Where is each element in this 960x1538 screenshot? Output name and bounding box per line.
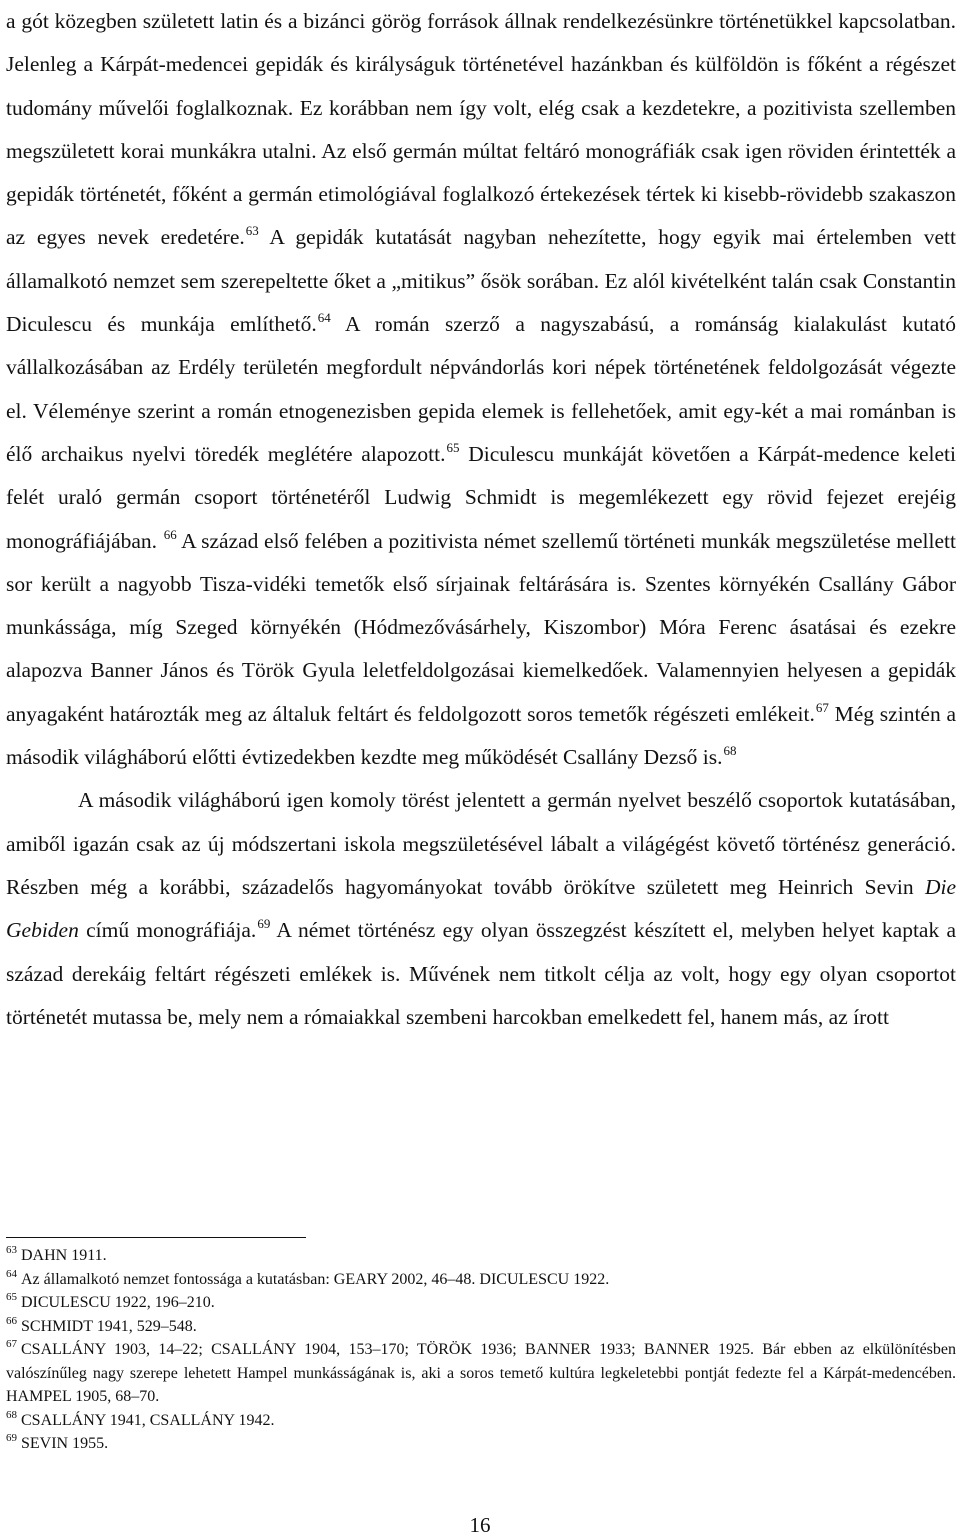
- footnote: [6, 1291, 956, 1315]
- footnote-number: 65: [6, 1291, 17, 1303]
- footnote: [6, 1338, 956, 1409]
- paragraph-text: A román szerző a nagyszabású, a románság kialakulást kutató vállalkozásában az Erdély területén megfordult népvándorlás kori népek történetének feldolgozását végezte el. Véleménye szerint a román etnogenezisben gepida elemek is fellehetőek, amit egy-két a mai románban is élő archaikus nyelvi töredék meglétére alapozott.: [6, 312, 956, 466]
- footnote-reference: 65: [446, 439, 460, 455]
- footnote: [6, 1244, 956, 1268]
- paragraph-text: a gót közegben született latin és a bizánci görög források állnak rendelkezésünkre történetükkel kapcsolatban. Jelenleg a Kárpát-medencei gepidák és királyságuk történetével hazánkban és külföldön is főként a régészet tudomány művelői foglalkoznak. Ez korábban nem így volt, elég csak a kezdetekre, a pozitivista szellemben megszületett korai munkákra utalni. Az első germán múltat feltáró monográfiák csak igen röviden érintették a gepidák történetét, főként a germán etimológiával foglalkozó értekezések tértek ki kisebb-rövidebb szakaszon az egyes nevek eredetére.: [6, 9, 956, 250]
- footnote-reference: 63: [245, 223, 259, 239]
- footnote-number: 66: [6, 1314, 17, 1327]
- footnote-text: CSALLÁNY 1903, 14–22; CSALLÁNY 1904, 153–170; TÖRÖK 1936; BANNER 1933; BANNER 1925. Bár ebben az elkülönítésben valószínűleg nagy szerepe lehetett Hampel munkásságának is, aki a soros temető kultúra legkeletebbi pontját fedezte fel a Kárpát-medencében. HAMPEL 1905, 68–70.: [6, 1341, 956, 1405]
- page-number: 16: [469, 1513, 491, 1537]
- footnote-number: 67: [6, 1338, 17, 1350]
- book-title: Die Gebiden: [6, 874, 956, 943]
- footnote: [6, 1432, 956, 1456]
- footnote-separator: [6, 1237, 306, 1238]
- footnotes: [6, 1244, 956, 1456]
- footnote-reference: 64: [317, 310, 331, 326]
- paragraph-text: A német történész egy olyan összegzést készített el, melyben helyet kaptak a század derekáig feltárt régészeti emlékek is. Művének nem titkolt célja az volt, hogy egy olyan csoportot történetét mutassa be, mely nem a rómaiakkal szembeni harcokban emelkedett fel, hanem más, az írott: [6, 918, 956, 1029]
- footnote-reference: 66: [163, 526, 177, 542]
- footnote-reference: 68: [723, 743, 737, 759]
- footnote-text: DAHN 1911.: [21, 1247, 107, 1264]
- footnote-text: DICULESCU 1922, 196–210.: [21, 1294, 215, 1311]
- footnote-number: 69: [6, 1432, 17, 1444]
- paragraph-text: A század első felében a pozitivista német szellemű történeti munkák megszületése mellett sor került a nagyobb Tisza-vidéki temetők első sírjainak feltárására is. Szentes környékén Csallány Gábor munkássága, míg Szeged környékén (Hódmezővásárhely, Kiszombor) Móra Ferenc ásatásai és ezekre alapozva Banner János és Török Gyula leletfeldolgozásai kiemelkedőek. Valamennyien helyesen a gepidák anyagaként határozták meg az általuk feltárt és feldolgozott soros temetők régészeti emlékeit.: [6, 528, 956, 726]
- paragraph: [6, 779, 956, 1039]
- document-page: [6, 0, 956, 1039]
- paragraph-text: című monográfiája.: [78, 918, 257, 943]
- paragraph-text: A gepidák kutatását nagyban nehezítette, hogy egyik mai értelemben vett államalkotó nemzet sem szerepeltette őket a „mitikus” ősök sorában. Ez alól kivételként talán csak Constantin Diculescu és munkája említhető.: [6, 225, 956, 337]
- paragraph-text: Diculescu munkáját követően a Kárpát-medence keleti felét uraló germán csoport történetéről Ludwig Schmidt is megemlékezett egy rövid fejezet erejéig monográfiájában.: [6, 441, 956, 553]
- paragraph-text: Még szintén a második világháború előtti évtizedekben kezdte meg működését Csallány Dezső is.: [6, 701, 957, 770]
- footnote-number: 63: [6, 1244, 17, 1256]
- footnote: [6, 1409, 956, 1433]
- footnote-text: SEVIN 1955.: [21, 1435, 109, 1452]
- footnote-number: 68: [6, 1408, 17, 1421]
- footnote: [6, 1268, 956, 1292]
- body-text: [6, 0, 956, 1039]
- footnote-text: Az államalkotó nemzet fontossága a kutatásban: GEARY 2002, 46–48. DICULESCU 1922.: [21, 1270, 610, 1288]
- paragraph-text: A második világháború igen komoly törést jelentett a germán nyelvet beszélő csoportok kutatásában, amiből igazán csak az új módszertani iskola megszületésével lábalt a világégést követő történész generáció. Részben még a korábbi, századelős hagyományokat tovább örökítve született meg Heinrich Sevin: [6, 788, 956, 899]
- footnote-number: 64: [6, 1267, 17, 1280]
- paragraph: [6, 0, 956, 779]
- footnote-reference: 67: [815, 699, 829, 715]
- footnote-reference: 69: [257, 916, 271, 932]
- footnote-text: SCHMIDT 1941, 529–548.: [21, 1317, 197, 1335]
- footnote-text: CSALLÁNY 1941, CSALLÁNY 1942.: [21, 1411, 275, 1429]
- footnote: [6, 1315, 956, 1339]
